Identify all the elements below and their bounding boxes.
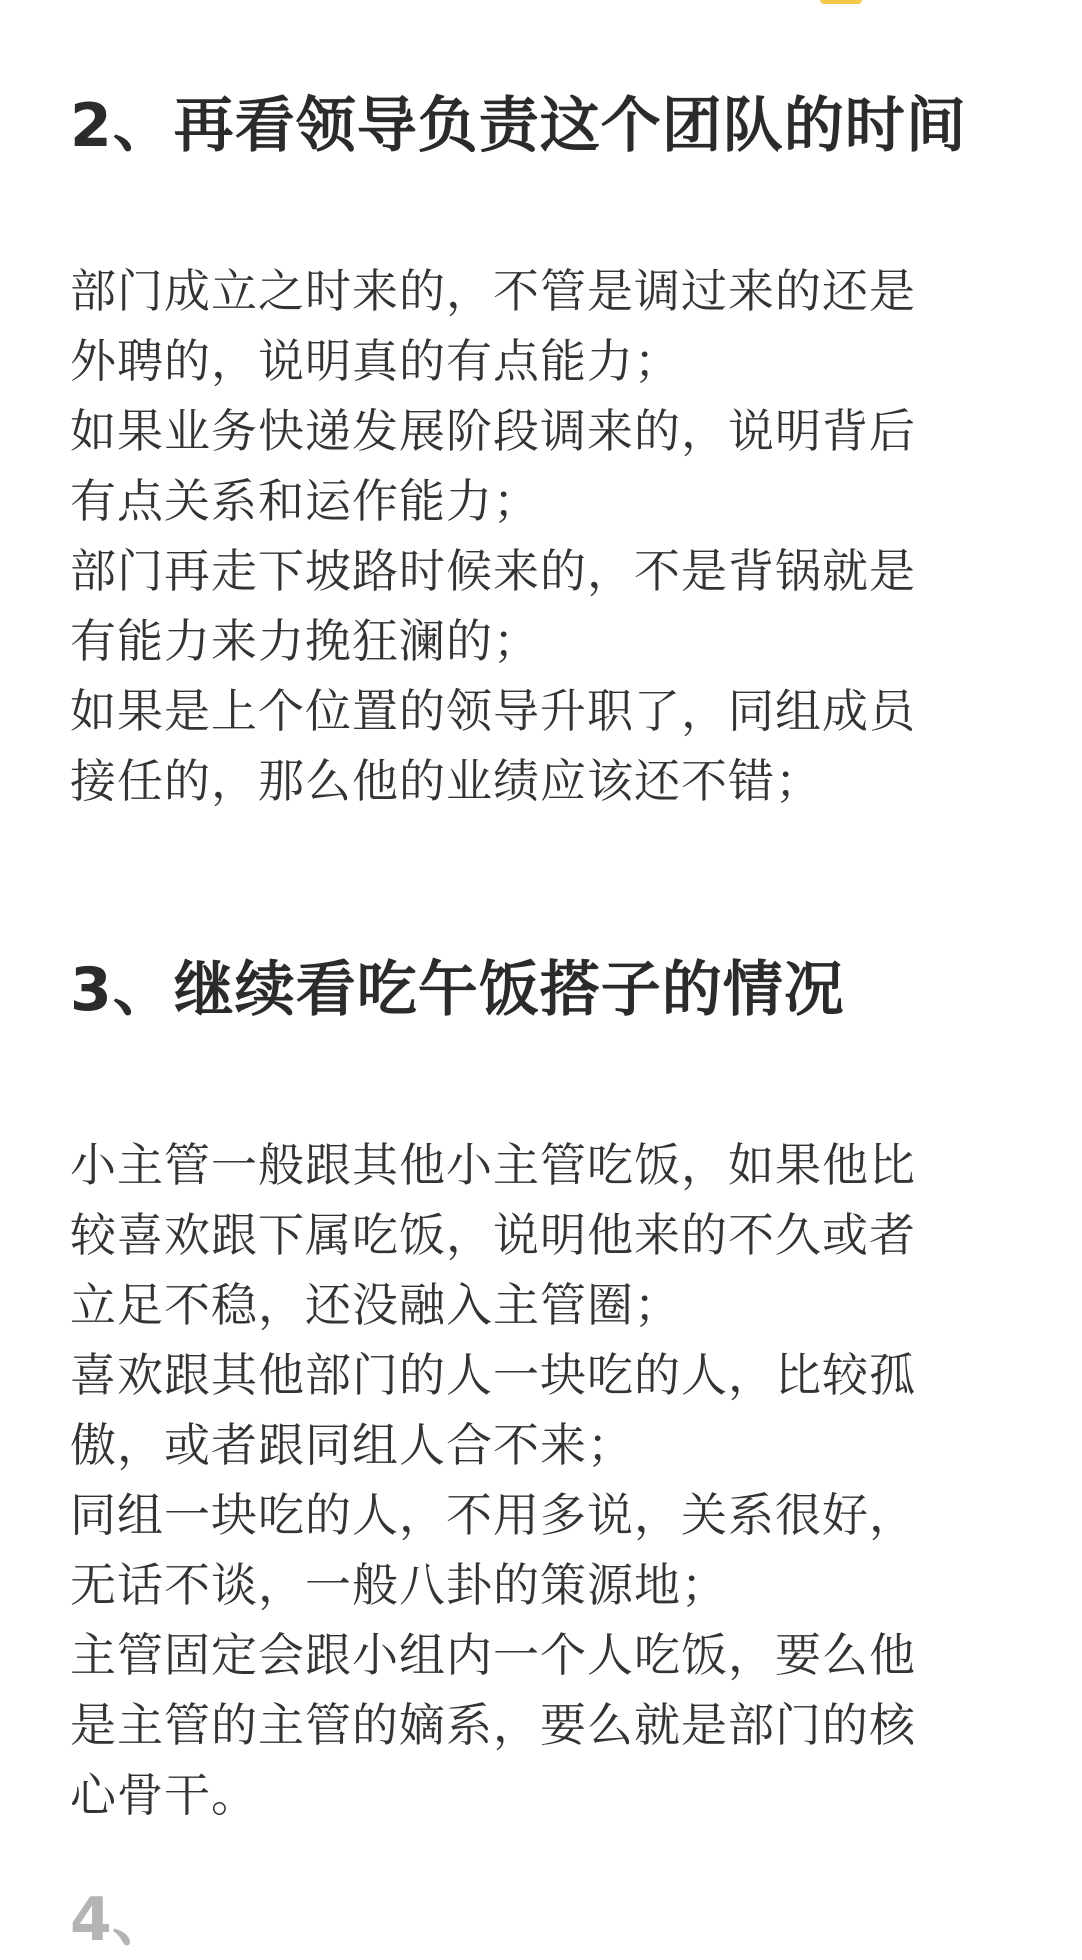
top-accent-bar: [820, 0, 862, 4]
section-3: [70, 950, 1010, 1830]
text-line: 小主管一般跟其他小主管吃饭，如果他比: [70, 1138, 916, 1192]
text-line: 如果是上个位置的领导升职了，同组成员: [70, 684, 916, 738]
text-line: 如果业务快递发展阶段调来的，说明背后: [70, 404, 916, 458]
section-2: [70, 86, 1010, 816]
text-line: 是主管的主管的嫡系，要么就是部门的核: [70, 1698, 916, 1752]
section-2-heading: 2、再看领导负责这个团队的时间: [70, 91, 967, 161]
text-line: 主管固定会跟小组内一个人吃饭，要么他: [70, 1628, 916, 1682]
text-line: 部门成立之时来的，不管是调过来的还是: [70, 264, 916, 318]
text-line: 有能力来力挽狂澜的；: [70, 614, 540, 668]
section-3-heading: 3、继续看吃午饭搭子的情况: [70, 955, 845, 1025]
text-line: 喜欢跟其他部门的人一块吃的人，比较孤: [70, 1348, 916, 1402]
text-line: 较喜欢跟下属吃饭，说明他来的不久或者: [70, 1208, 916, 1262]
text-line: 有点关系和运作能力；: [70, 474, 540, 528]
text-line: 无话不谈，一般八卦的策源地；: [70, 1558, 728, 1612]
text-line: 同组一块吃的人，不用多说，关系很好，: [70, 1488, 916, 1542]
text-line: 外聘的，说明真的有点能力；: [70, 334, 681, 388]
text-line: 立足不稳，还没融入主管圈；: [70, 1278, 681, 1332]
section-4-heading-partial: 4、: [70, 1885, 172, 1955]
text-line: 傲，或者跟同组人合不来；: [70, 1418, 634, 1472]
text-line: 心骨干。: [70, 1768, 258, 1822]
text-line: 接任的，那么他的业绩应该还不错；: [70, 754, 822, 808]
text-line: 部门再走下坡路时候来的，不是背锅就是: [70, 544, 916, 598]
section-2-body: [70, 256, 1010, 816]
section-3-body: [70, 1130, 1010, 1830]
